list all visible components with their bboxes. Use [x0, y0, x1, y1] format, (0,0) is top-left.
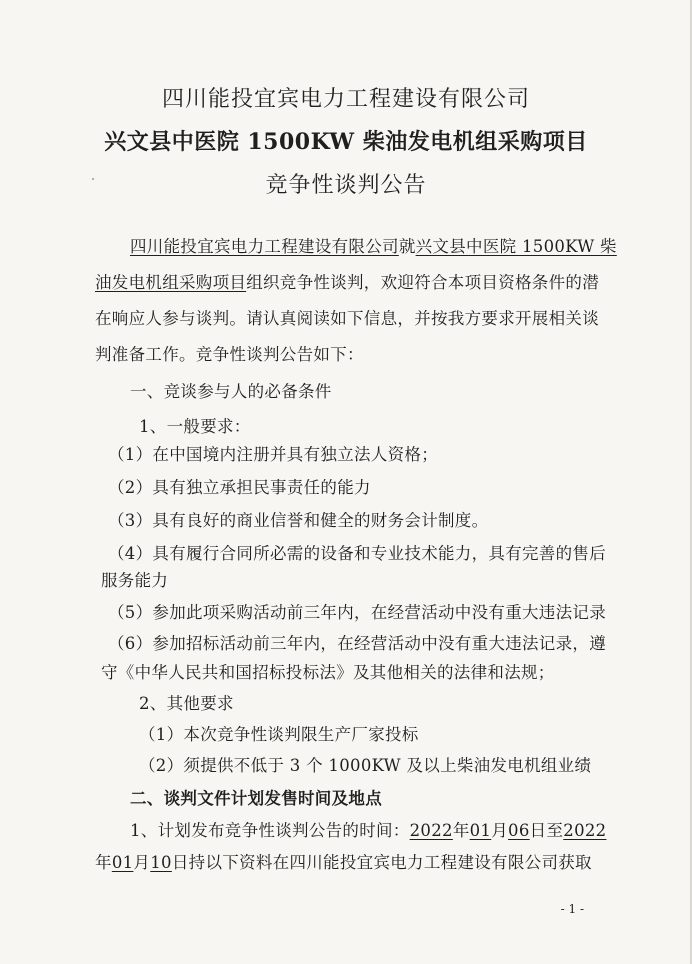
intro-project-part2: 油发电机组采购项目	[95, 273, 247, 292]
other-req-1: （1）本次竞争性谈判限生产厂家投标	[139, 725, 419, 744]
req-item-6a: （6）参加招标活动前三年内，在经营活动中没有重大违法记录，遵	[108, 634, 606, 653]
req-item-6b: 守《中华人民共和国招标投标法》及其他相关的法律和法规；	[101, 663, 555, 682]
intro-line-1	[130, 236, 617, 258]
company-title: 四川能投宜宾电力工程建设有限公司	[161, 87, 530, 112]
intro-project-part1: 兴文县中医院 1500KW 柴	[415, 237, 617, 256]
req-item-3: （3）具有良好的商业信誉和健全的财务会计制度。	[108, 511, 489, 530]
intro-jiu: 就	[398, 237, 416, 256]
schedule-suffix: 日持以下资料在四川能投宜宾电力工程建设有限公司获取	[171, 853, 592, 872]
month-char-1: 月	[491, 821, 509, 840]
intro-line-3: 在响应人参与谈判。请认真阅读如下信息，并按我方要求开展相关谈	[95, 309, 599, 328]
other-req-2: （2）须提供不低于 3 个 1000KW 及以上柴油发电机组业绩	[139, 756, 592, 775]
start-day: 06	[508, 821, 530, 840]
section1-sub1: 1、一般要求：	[139, 417, 251, 436]
schedule-line-2	[95, 852, 592, 874]
month-char-2: 月	[133, 853, 151, 872]
end-day: 10	[150, 853, 172, 872]
intro-line-4: 判准备工作。竞争性谈判公告如下：	[95, 345, 364, 364]
year-char-1: 年	[452, 821, 470, 840]
intro-line-2	[95, 272, 599, 294]
start-month: 01	[469, 821, 492, 840]
schedule-line-1	[130, 820, 606, 842]
day-to-char: 日至	[529, 821, 564, 840]
page-number: - 1 -	[560, 902, 584, 916]
req-item-5: （5）参加此项采购活动前三年内，在经营活动中没有重大违法记录	[108, 603, 606, 622]
year-char-2: 年	[95, 853, 112, 872]
section2-heading: 二、谈判文件计划发售时间及地点	[130, 789, 382, 808]
req-item-4b: 服务能力	[101, 571, 169, 590]
end-month: 01	[111, 853, 134, 872]
end-year: 2022	[563, 821, 607, 840]
project-title: 兴文县中医院 1500KW 柴油发电机组采购项目	[104, 129, 588, 155]
scan-speck	[92, 178, 94, 180]
schedule-prefix: 1、计划发布竞争性谈判公告的时间：	[130, 821, 410, 840]
notice-title: 竞争性谈判公告	[265, 173, 427, 198]
req-item-1: （1）在中国境内注册并具有独立法人资格；	[108, 445, 438, 464]
section1-heading: 一、竞谈参与人的必备条件	[130, 382, 332, 401]
section1-sub2: 2、其他要求	[139, 694, 234, 713]
req-item-4a: （4）具有履行合同所必需的设备和专业技术能力，具有完善的售后	[108, 544, 606, 563]
intro-text-1: 组织竞争性谈判，欢迎符合本项目资格条件的潜	[246, 273, 600, 292]
start-year: 2022	[409, 821, 453, 840]
req-item-2: （2）具有独立承担民事责任的能力	[108, 478, 371, 497]
intro-company: 四川能投宜宾电力工程建设有限公司	[130, 237, 399, 256]
